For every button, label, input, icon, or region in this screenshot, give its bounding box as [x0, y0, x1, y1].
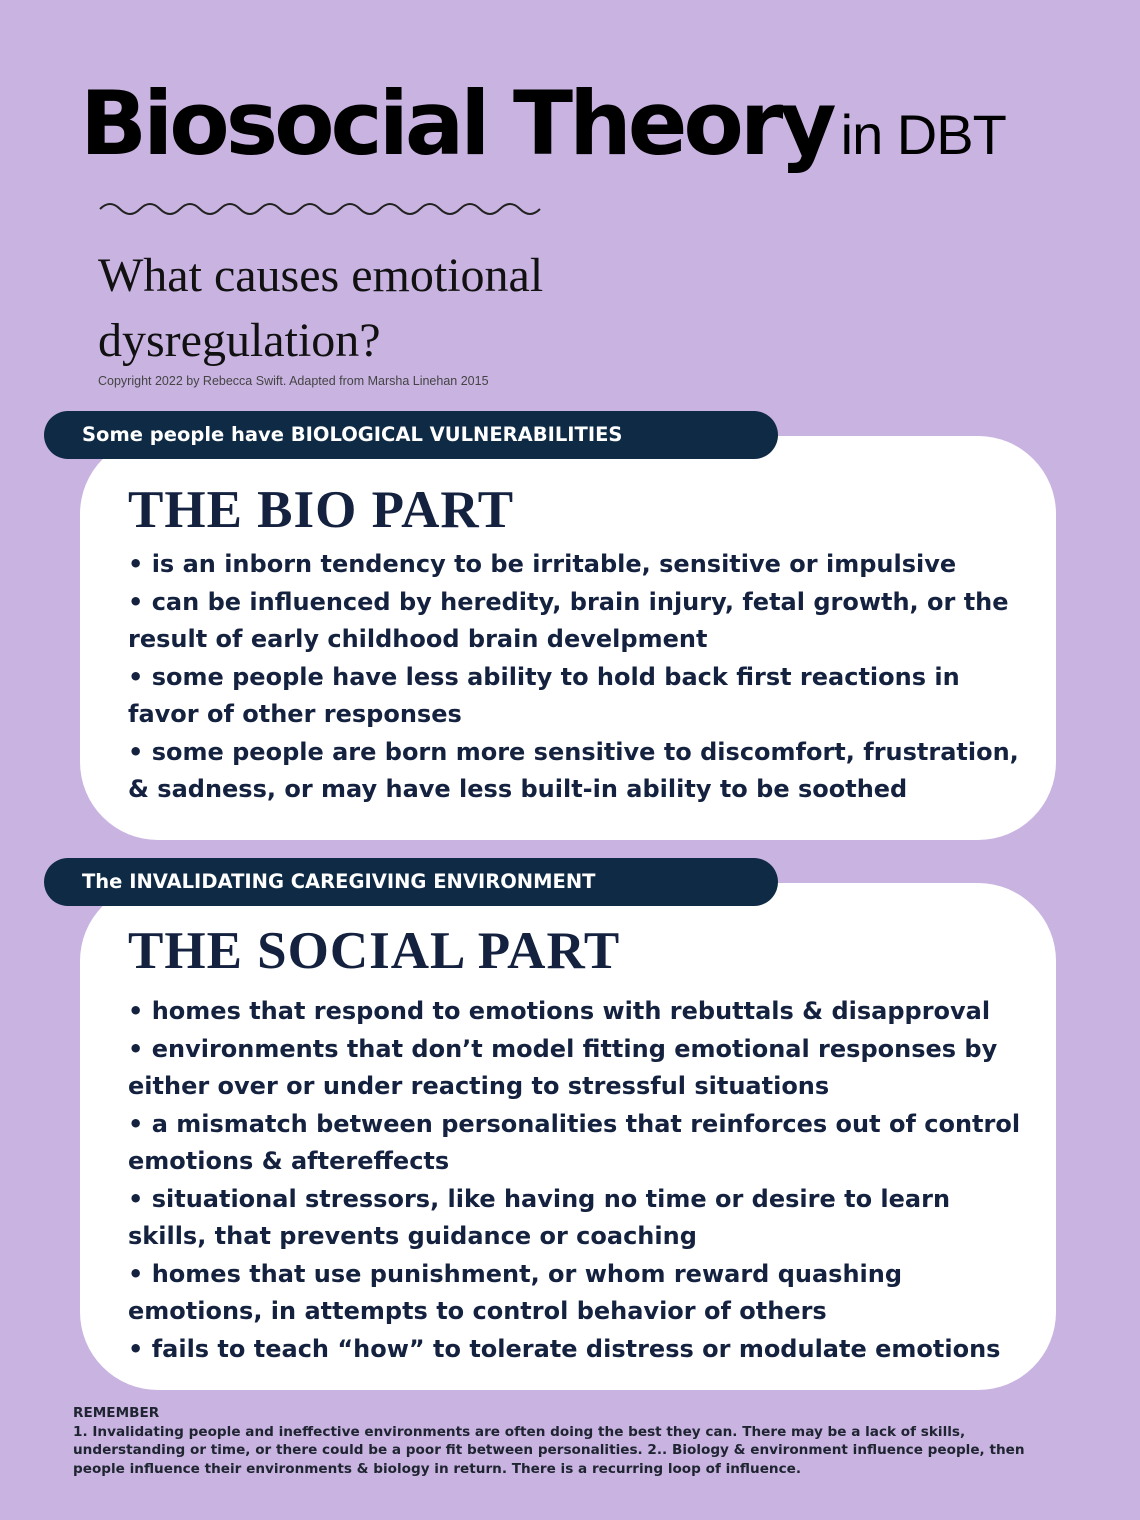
- question-heading: What causes emotional dysregulation?: [98, 249, 544, 367]
- remember-note: [73, 1404, 1073, 1478]
- list-item: • some people are born more sensitive to discomfort, frustration, & sadness, or may have less built-in ability to be soothed: [128, 734, 1026, 809]
- list-item: • is an inborn tendency to be irritable, sensitive or impulsive: [128, 546, 1026, 584]
- social-list: [128, 993, 1026, 1368]
- bio-list: [128, 546, 1026, 809]
- social-banner: The INVALIDATING CAREGIVING ENVIRONMENT: [44, 858, 778, 906]
- list-item: • homes that respond to emotions with rebuttals & disapproval: [128, 993, 1026, 1031]
- bio-heading: THE BIO PART: [128, 481, 515, 539]
- title-suffix: in DBT: [840, 103, 1006, 166]
- list-item: • homes that use punishment, or whom reward quashing emotions, in attempts to control behavior of others: [128, 1256, 1026, 1331]
- list-item: • some people have less ability to hold back first reactions in favor of other responses: [128, 659, 1026, 734]
- page-title: [80, 72, 1006, 175]
- title-main: Biosocial Theory: [80, 72, 833, 175]
- list-item: • can be influenced by heredity, brain injury, fetal growth, or the result of early childhood brain develpment: [128, 584, 1026, 659]
- list-item: • environments that don’t model fitting emotional responses by either over or under reacting to stressful situations: [128, 1031, 1026, 1106]
- list-item: • situational stressors, like having no time or desire to learn skills, that prevents guidance or coaching: [128, 1181, 1026, 1256]
- social-heading: THE SOCIAL PART: [128, 922, 621, 980]
- wave-divider-icon: [98, 198, 550, 220]
- list-item: • fails to teach “how” to tolerate distress or modulate emotions: [128, 1331, 1026, 1369]
- remember-heading: REMEMBER: [73, 1405, 160, 1421]
- copyright-note: Copyright 2022 by Rebecca Swift. Adapted from Marsha Linehan 2015: [98, 374, 489, 388]
- social-card: [80, 883, 1056, 1390]
- remember-text: 1. Invalidating people and ineffective environments are often doing the best they can. There may be a lack of skills, understanding or time, or there could be a poor fit between personalities. 2.. Biology & environment influence people, then people influence their environments & biology in return. There is a recurring loop of influence.: [73, 1423, 1025, 1477]
- list-item: • a mismatch between personalities that reinforces out of control emotions & aftereffects: [128, 1106, 1026, 1181]
- bio-banner: Some people have BIOLOGICAL VULNERABILITIES: [44, 411, 778, 459]
- bio-card: [80, 436, 1056, 840]
